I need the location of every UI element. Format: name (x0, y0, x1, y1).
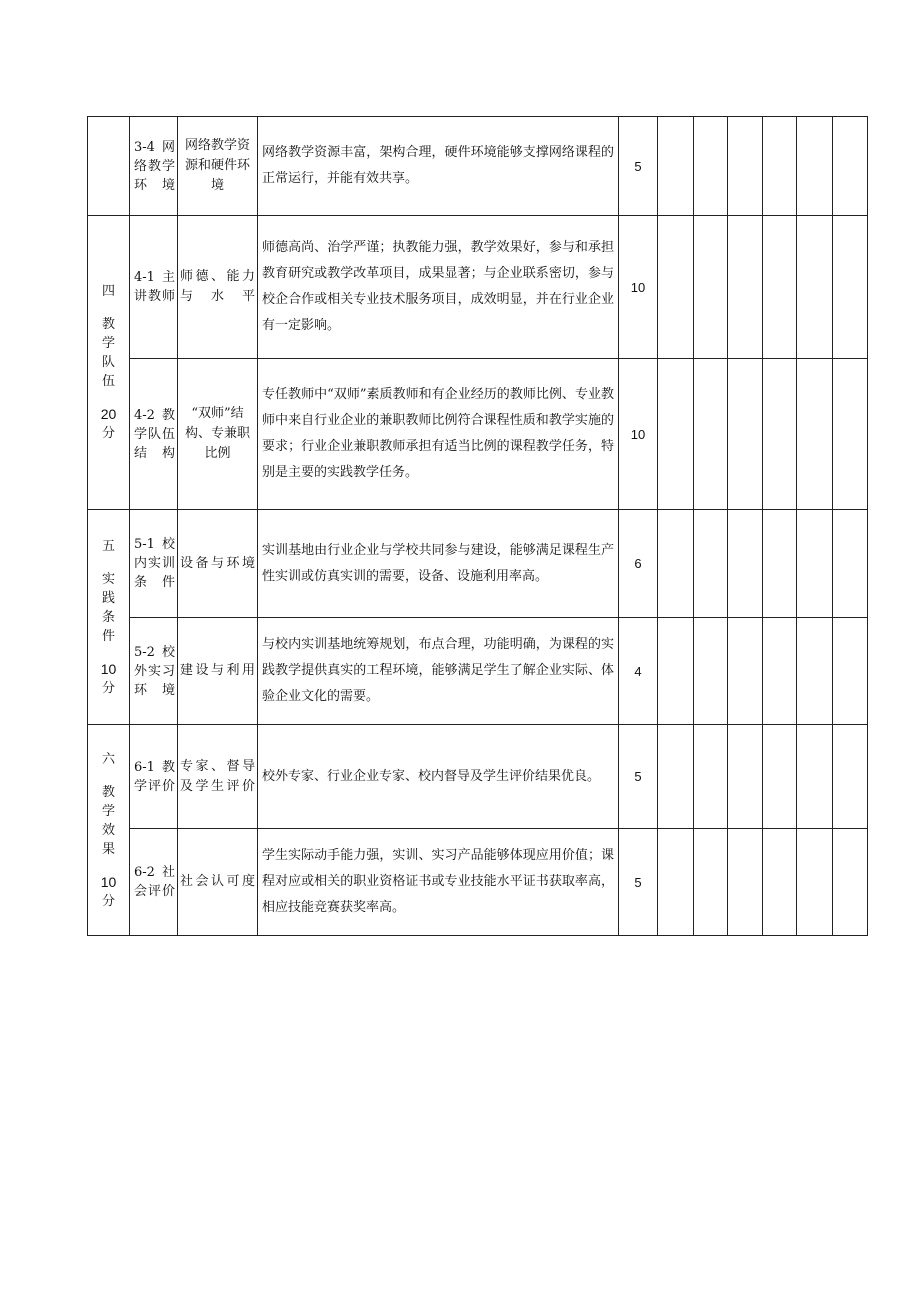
rating-cell[interactable] (658, 725, 694, 829)
rating-cell[interactable] (694, 829, 728, 936)
rating-cell[interactable] (797, 725, 833, 829)
rating-cell[interactable] (728, 725, 763, 829)
score-cell: 10 (619, 359, 658, 510)
rating-cell[interactable] (797, 216, 833, 359)
rating-cell[interactable] (833, 216, 868, 359)
section-cell: 4-2 教学队伍结构 (130, 359, 178, 510)
item-cell: 网络教学资源和硬件环境 (178, 117, 258, 216)
rating-cell[interactable] (728, 618, 763, 725)
table-row (88, 216, 868, 359)
rating-cell[interactable] (728, 829, 763, 936)
rating-cell[interactable] (658, 829, 694, 936)
category-points: 10 (100, 660, 117, 677)
rating-cell[interactable] (833, 117, 868, 216)
category-name: 实践条件 (101, 571, 115, 644)
section-cell: 6-2 社会评价 (130, 829, 178, 936)
rating-cell[interactable] (658, 216, 694, 359)
category-points: 20 (100, 406, 117, 422)
category-points: 10 (100, 873, 117, 890)
category-name: 教学队伍 (101, 317, 115, 389)
criteria-cell: 实训基地由行业企业与学校共同参与建设，能够满足课程生产性实训或仿真实训的需要，设备、设施利用率高。 (258, 510, 619, 618)
table-row (88, 618, 868, 725)
criteria-cell: 学生实际动手能力强，实训、实习产品能够体现应用价值；课程对应或相关的职业资格证书或专业技能水平证书获取率高，相应技能竞赛获奖率高。 (258, 829, 619, 936)
item-cell: 社会认可度 (178, 829, 258, 936)
rating-cell[interactable] (797, 829, 833, 936)
rating-cell[interactable] (694, 216, 728, 359)
rating-cell[interactable] (694, 510, 728, 618)
rating-cell[interactable] (763, 216, 797, 359)
category-cell-practice-conditions (88, 510, 130, 725)
rating-cell[interactable] (728, 117, 763, 216)
rating-cell[interactable] (694, 725, 728, 829)
rating-cell[interactable] (833, 725, 868, 829)
rating-cell[interactable] (833, 359, 868, 510)
score-cell: 5 (619, 117, 658, 216)
category-cell-empty (88, 117, 130, 216)
category-cell-teaching-effect (88, 725, 130, 936)
rating-cell[interactable] (728, 216, 763, 359)
rating-cell[interactable] (658, 510, 694, 618)
table-row (88, 725, 868, 829)
rating-cell[interactable] (797, 117, 833, 216)
category-unit: 分 (101, 893, 115, 909)
criteria-cell: 校外专家、行业企业专家、校内督导及学生评价结果优良。 (258, 725, 619, 829)
section-cell: 3-4 网络教学环境 (130, 117, 178, 216)
section-cell: 5-1 校内实训条件 (130, 510, 178, 618)
rating-cell[interactable] (797, 359, 833, 510)
item-cell: 师德、能力与水平 (178, 216, 258, 359)
item-cell: 设备与环境 (178, 510, 258, 618)
rating-cell[interactable] (728, 510, 763, 618)
rating-cell[interactable] (658, 618, 694, 725)
criteria-cell: 师德高尚、治学严谨；执教能力强，教学效果好，参与和承担教育研究或教学改革项目，成果显著；与企业联系密切，参与校企合作或相关专业技术服务项目，成效明显，并在行业企业有一定影响。 (258, 216, 619, 359)
category-numeral: 四 (101, 284, 115, 299)
rating-cell[interactable] (763, 725, 797, 829)
rating-cell[interactable] (833, 618, 868, 725)
rating-cell[interactable] (694, 359, 728, 510)
rating-cell[interactable] (658, 117, 694, 216)
rating-cell[interactable] (763, 359, 797, 510)
category-numeral: 五 (101, 538, 115, 554)
evaluation-table (87, 116, 868, 936)
rating-cell[interactable] (833, 510, 868, 618)
section-cell: 5-2 校外实习环境 (130, 618, 178, 725)
item-cell: “双师”结构、专兼职比例 (178, 359, 258, 510)
category-numeral: 六 (101, 751, 115, 767)
category-name: 教学效果 (101, 784, 115, 857)
rating-cell[interactable] (797, 510, 833, 618)
table-row (88, 829, 868, 936)
score-cell: 5 (619, 829, 658, 936)
section-cell: 6-1 教学评价 (130, 725, 178, 829)
table-row (88, 117, 868, 216)
rating-cell[interactable] (763, 829, 797, 936)
rating-cell[interactable] (763, 510, 797, 618)
criteria-cell: 与校内实训基地统筹规划，布点合理，功能明确，为课程的实践教学提供真实的工程环境，能够满足学生了解企业实际、体验企业文化的需要。 (258, 618, 619, 725)
category-unit: 分 (101, 680, 115, 696)
item-cell: 专家、督导及学生评价 (178, 725, 258, 829)
rating-cell[interactable] (658, 359, 694, 510)
rating-cell[interactable] (728, 359, 763, 510)
rating-cell[interactable] (694, 117, 728, 216)
category-cell-teaching-team (88, 216, 130, 510)
rating-cell[interactable] (833, 829, 868, 936)
item-cell: 建设与利用 (178, 618, 258, 725)
criteria-cell: 专任教师中“双师”素质教师和有企业经历的教师比例、专业教师中来自行业企业的兼职教师比例符合课程性质和教学实施的要求；行业企业兼职教师承担有适当比例的课程教学任务，特别是主要的实践教学任务。 (258, 359, 619, 510)
category-unit: 分 (101, 426, 115, 441)
score-cell: 5 (619, 725, 658, 829)
rating-cell[interactable] (763, 618, 797, 725)
criteria-cell: 网络教学资源丰富，架构合理，硬件环境能够支撑网络课程的正常运行，并能有效共享。 (258, 117, 619, 216)
score-cell: 10 (619, 216, 658, 359)
score-cell: 6 (619, 510, 658, 618)
rating-cell[interactable] (797, 618, 833, 725)
rating-cell[interactable] (763, 117, 797, 216)
table-row (88, 510, 868, 618)
score-cell: 4 (619, 618, 658, 725)
table-row (88, 359, 868, 510)
rating-cell[interactable] (694, 618, 728, 725)
section-cell: 4-1 主讲教师 (130, 216, 178, 359)
